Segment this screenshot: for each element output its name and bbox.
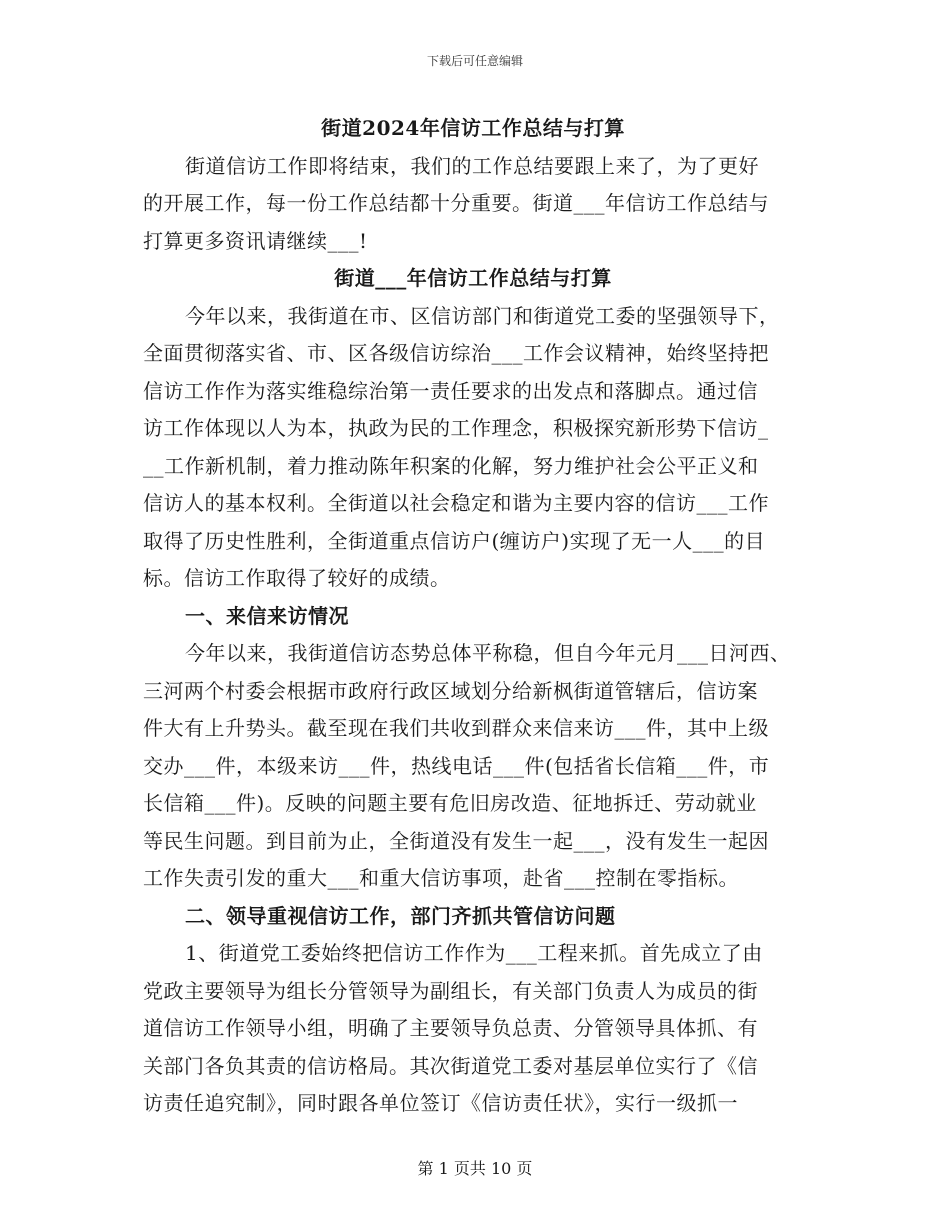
document-title: 街道2024年信访工作总结与打算 (321, 116, 625, 140)
text-line: 打算更多资讯请继续___! (143, 228, 368, 253)
section-heading: 二、领导重视信访工作，部门齐抓共管信访问题 (185, 903, 616, 928)
text-line: 工作失责引发的重大___和重大信访事项，赴省___控制在零指标。 (143, 866, 739, 890)
text-line: 关部门各负其责的信访格局。其次街道党工委对基层单位实行了《信 (143, 1053, 758, 1078)
header-note: 下载后可任意编辑 (426, 54, 523, 68)
text-line: 党政主要领导为组长分管领导为副组长，有关部门负责人为成员的街 (143, 978, 758, 1003)
text-line: 的开展工作，每一份工作总结都十分重要。街道___年信访工作总结与 (143, 191, 769, 215)
text-line: 1、街道党工委始终把信访工作作为___工程来抓。首先成立了由 (185, 941, 763, 965)
section-heading: 街道___年信访工作总结与打算 (334, 266, 612, 290)
section-heading: 一、来信来访情况 (185, 603, 349, 628)
text-line: 全面贯彻落实省、市、区各级信访综治___工作会议精神，始终坚持把 (143, 341, 769, 365)
text-line: 等民生问题。到目前为止，全街道没有发生一起___，没有发生一起因 (143, 828, 769, 853)
text-line: 件大有上升势头。截至现在我们共收到群众来信来访___件，其中上级 (143, 716, 769, 740)
page-footer: 第 1 页共 10 页 (417, 1159, 533, 1178)
text-line: 街道信访工作即将结束，我们的工作总结要跟上来了，为了更好 (185, 153, 759, 178)
text-line: __工作新机制，着力推动陈年积案的化解，努力维护社会公平正义和 (143, 453, 759, 478)
text-line: 访工作体现以人为本，执政为民的工作理念，积极探究新形势下信访_ (143, 416, 769, 440)
text-line: 三河两个村委会根据市政府行政区域划分给新枫街道管辖后，信访案 (143, 678, 758, 703)
document-body (143, 110, 803, 1123)
text-line: 标。信访工作取得了较好的成绩。 (143, 566, 451, 590)
text-line: 信访人的基本权利。全街道以社会稳定和谐为主要内容的信访___工作 (143, 491, 769, 515)
text-line: 今年以来，我街道在市、区信访部门和街道党工委的坚强领导下， (185, 303, 780, 328)
text-line: 取得了历史性胜利，全街道重点信访户(缠访户)实现了无一人___的目 (143, 528, 766, 553)
text-line: 信访工作作为落实维稳综治第一责任要求的出发点和落脚点。通过信 (143, 378, 758, 403)
text-line: 今年以来，我街道信访态势总体平称稳，但自今年元月___日河西、 (185, 641, 791, 665)
text-line: 道信访工作领导小组，明确了主要领导负总责、分管领导具体抓、有 (143, 1016, 758, 1040)
text-line: 长信箱___件)。反映的问题主要有危旧房改造、征地拆迁、劳动就业 (143, 791, 757, 815)
text-line: 交办___件，本级来访___件，热线电话___件(包括省长信箱___件，市 (143, 753, 770, 778)
paragraph-lines (143, 148, 803, 1123)
text-line: 访责任追究制》，同时跟各单位签订《信访责任状》，实行一级抓一 (143, 1091, 738, 1115)
